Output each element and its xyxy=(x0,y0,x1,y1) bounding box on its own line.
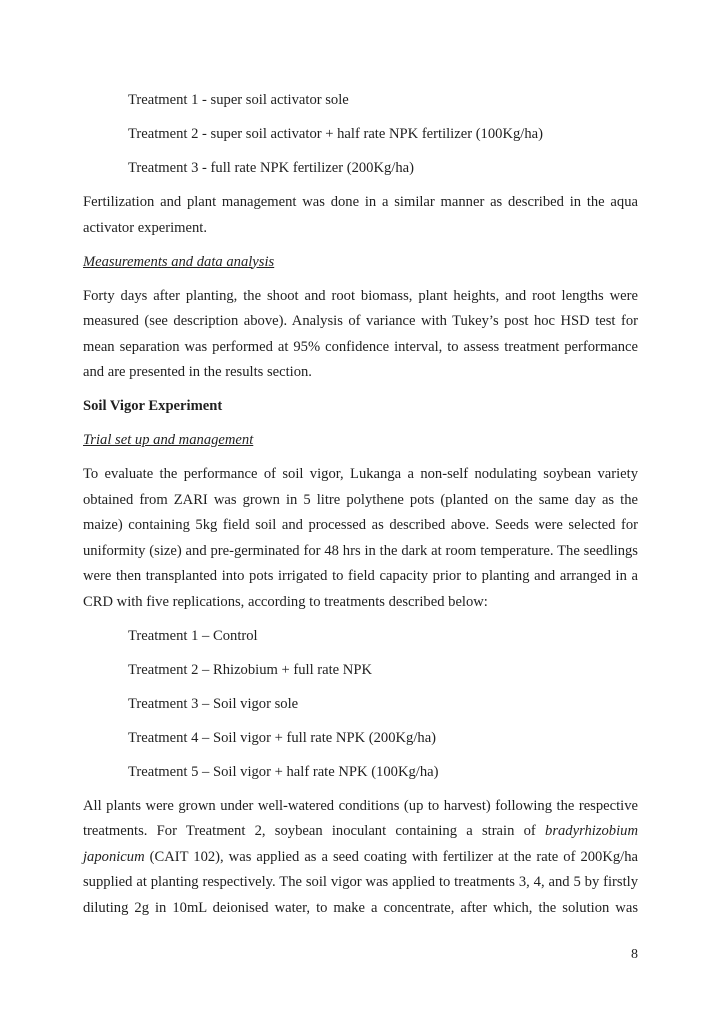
treatment-line-aqua-2: Treatment 2 - super soil activator + half rate NPK fertilizer (100Kg/ha) xyxy=(128,126,543,142)
treatment-line-soil-vigor-2: Treatment 2 – Rhizobium + full rate NPK xyxy=(128,661,373,678)
paragraph-fertilization: Fertilization and plant management was done in a similar manner as described in the aqua activator experiment. xyxy=(83,194,638,236)
treatment-line-soil-vigor-1: Treatment 1 – Control xyxy=(128,627,258,644)
section-heading-soil-vigor-experiment: Soil Vigor Experiment xyxy=(83,398,223,414)
species-name-italic: bradyrhizobium japonicum xyxy=(83,823,638,865)
paragraph-measurements: Forty days after planting, the shoot and root biomass, plant heights, and root lengths were measured (see description above). Analysis of variance with Tukey’s post hoc HSD test for mean separation was performed at 95% confidence interval, to assess treatment performance and are presented in the results section. xyxy=(83,287,638,380)
treatment-line-aqua-1: Treatment 1 - super soil activator sole xyxy=(128,92,349,108)
page-number: 8 xyxy=(631,947,638,962)
subheading-trial-set-up-and-management: Trial set up and management xyxy=(83,432,254,448)
paragraph-soil-vigor-application xyxy=(83,794,638,922)
treatment-line-soil-vigor-3: Treatment 3 – Soil vigor sole xyxy=(128,695,299,712)
treatment-line-aqua-3: Treatment 3 - full rate NPK fertilizer (200Kg/ha) xyxy=(128,160,414,176)
paragraph-segment-before-species: All plants were grown under well-watered conditions (up to harvest) following the respective treatments. For Treatment 2, soybean inoculant containing a strain of xyxy=(83,797,638,839)
subheading-measurements-and-data-analysis: Measurements and data analysis xyxy=(83,253,275,270)
treatment-line-soil-vigor-5: Treatment 5 – Soil vigor + half rate NPK (100Kg/ha) xyxy=(128,763,439,780)
treatment-line-soil-vigor-4: Treatment 4 – Soil vigor + full rate NPK (200Kg/ha) xyxy=(128,729,437,746)
paragraph-segment-after-species: (CAIT 102), was applied as a seed coating with fertilizer at the rate of 200Kg/ha supplied at planting respectively. The soil vigor was applied to treatments 3, 4, and 5 by firstly diluting 2g in 10mL deionised water, to make a concentrate, after which, the solution was xyxy=(83,848,638,916)
paragraph-trial-setup: To evaluate the performance of soil vigor, Lukanga a non-self nodulating soybean variety obtained from ZARI was grown in 5 litre polythene pots (planted on the same day as the maize) containing 5kg field soil and processed as described above. Seeds were selected for uniformity (size) and pre-germinated for 48 hrs in the dark at room temperature. The seedlings were then transplanted into pots irrigated to field capacity prior to planting and arranged in a CRD with five replications, according to treatments described below: xyxy=(83,466,638,610)
